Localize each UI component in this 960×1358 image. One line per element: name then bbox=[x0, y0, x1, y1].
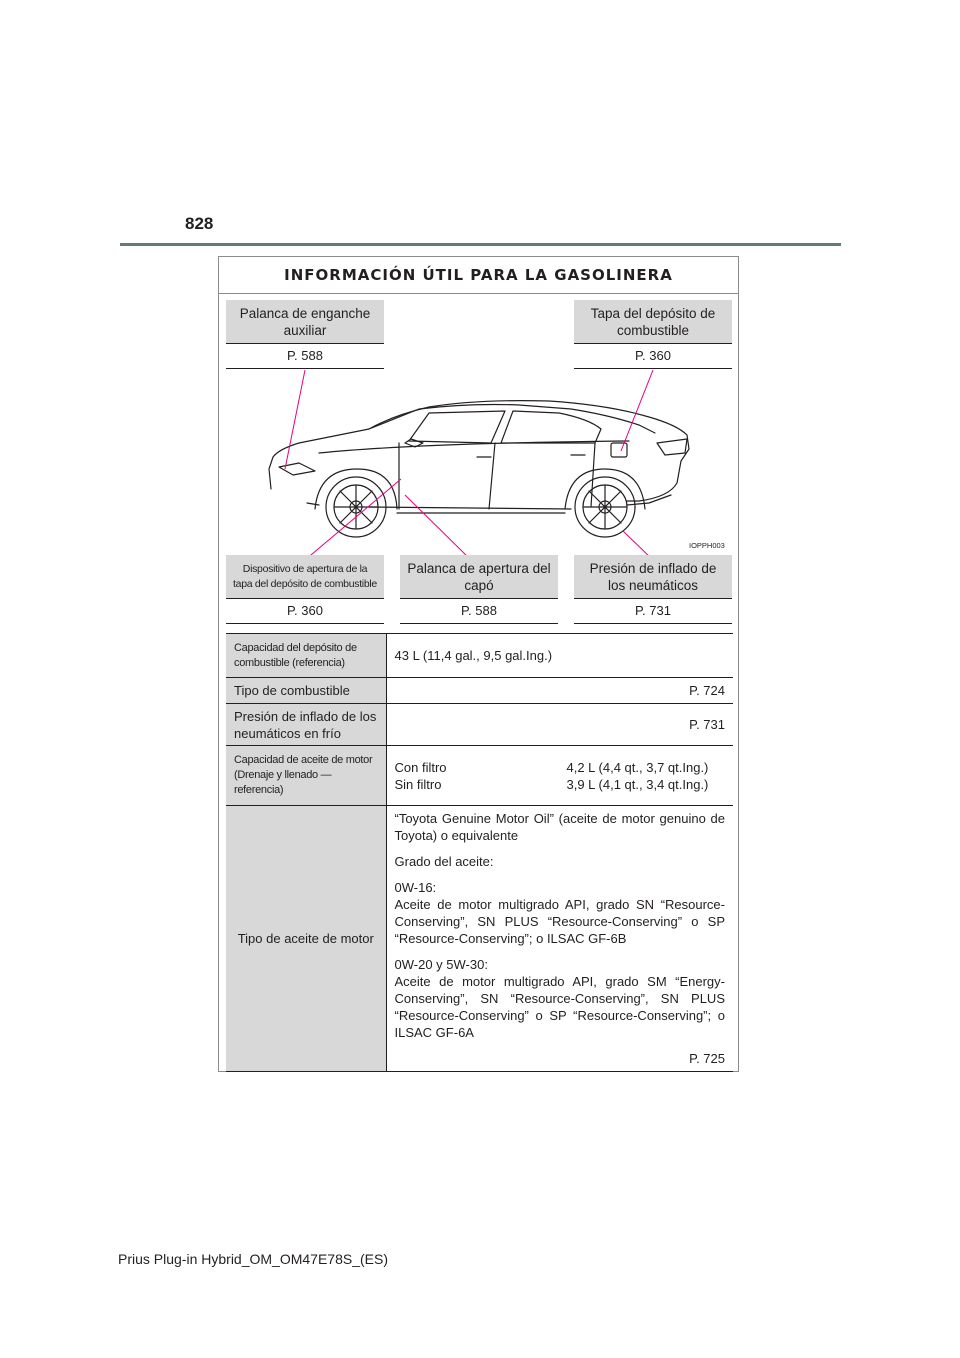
table-row bbox=[226, 704, 733, 746]
callout-hood-release-lever bbox=[400, 555, 558, 624]
oil-grade-0w16 bbox=[395, 879, 726, 947]
info-panel bbox=[218, 256, 739, 1072]
footer-document-id: Prius Plug-in Hybrid_OM_OM47E78S_(ES) bbox=[118, 1251, 388, 1267]
page-reference-link[interactable]: P. 360 bbox=[574, 344, 732, 369]
header-rule bbox=[120, 243, 841, 246]
grade-spec: Aceite de motor multigrado API, grado SM “Energy-Conserving”, SN “Resource-Conserving”, SN PLUS “Resource-Conserving” o SP “Resource-Conserving”; o ILSAC GF-6A bbox=[394, 974, 725, 1040]
oil-grade-heading: Grado del aceite: bbox=[394, 854, 494, 869]
callout-label: Palanca de apertura del capó bbox=[400, 555, 558, 599]
callout-fuel-tank-cap bbox=[574, 300, 732, 369]
page-reference-link[interactable]: P. 725 bbox=[689, 1051, 725, 1066]
row-value bbox=[386, 746, 733, 806]
grade-name: 0W-16: bbox=[394, 880, 437, 895]
row-value bbox=[386, 806, 733, 1072]
page-reference-link[interactable]: P. 360 bbox=[226, 599, 384, 624]
callout-tire-pressure bbox=[574, 555, 732, 624]
page-reference-link[interactable]: P. 731 bbox=[574, 599, 732, 624]
page-reference-link[interactable]: P. 588 bbox=[226, 344, 384, 369]
callout-auxiliary-catch-lever bbox=[226, 300, 384, 369]
table-row bbox=[226, 678, 733, 704]
page-reference-link[interactable]: P. 731 bbox=[386, 704, 733, 746]
page-number: 828 bbox=[185, 214, 214, 233]
without-filter-value: 3,9 L (4,1 qt., 3,4 qt.Ing.) bbox=[566, 776, 709, 792]
table-row bbox=[226, 634, 733, 678]
grade-name: 0W-20 y 5W-30: bbox=[394, 957, 488, 972]
row-label: Presión de inflado de los neumáticos en frío bbox=[226, 704, 386, 746]
oil-grade-0w20-5w30 bbox=[395, 956, 726, 1041]
row-label: Tipo de combustible bbox=[226, 678, 386, 704]
oil-capacity-without-filter bbox=[395, 776, 726, 793]
panel-title: INFORMACIÓN ÚTIL PARA LA GASOLINERA bbox=[284, 266, 673, 284]
page-reference-link[interactable]: P. 588 bbox=[400, 599, 558, 624]
spec-table bbox=[226, 633, 733, 1072]
page-reference-link[interactable]: P. 724 bbox=[386, 678, 733, 704]
grade-spec: Aceite de motor multigrado API, grado SN “Resource-Conserving”, SN PLUS “Resource-Conserving” o SP “Resource-Conserving”; o ILSAC GF-6B bbox=[394, 897, 725, 946]
row-label: Tipo de aceite de motor bbox=[226, 806, 386, 1072]
callout-label: Dispositivo de apertura de la tapa del depósito de combustible bbox=[226, 555, 384, 599]
callout-label: Presión de inflado de los neumáticos bbox=[574, 555, 732, 599]
table-row bbox=[226, 746, 733, 806]
figure-code: IOPPH003 bbox=[689, 541, 725, 550]
callout-label: Palanca de enganche auxiliar bbox=[226, 300, 384, 344]
table-row bbox=[226, 806, 733, 1072]
callout-fuel-door-opener bbox=[226, 555, 384, 624]
row-label: Capacidad del depósito de combustible (referencia) bbox=[226, 634, 386, 678]
with-filter-label: Con filtro bbox=[394, 759, 447, 775]
with-filter-value: 4,2 L (4,4 qt., 3,7 qt.Ing.) bbox=[566, 759, 709, 775]
without-filter-label: Sin filtro bbox=[394, 776, 442, 792]
callout-label: Tapa del depósito de combustible bbox=[574, 300, 732, 344]
oil-description: “Toyota Genuine Motor Oil” (aceite de motor genuino de Toyota) o equivalente bbox=[394, 811, 725, 843]
oil-capacity-with-filter bbox=[395, 759, 726, 776]
row-value: 43 L (11,4 gal., 9,5 gal.Ing.) bbox=[386, 634, 733, 678]
row-label: Capacidad de aceite de motor (Drenaje y llenado — referencia) bbox=[226, 746, 386, 806]
